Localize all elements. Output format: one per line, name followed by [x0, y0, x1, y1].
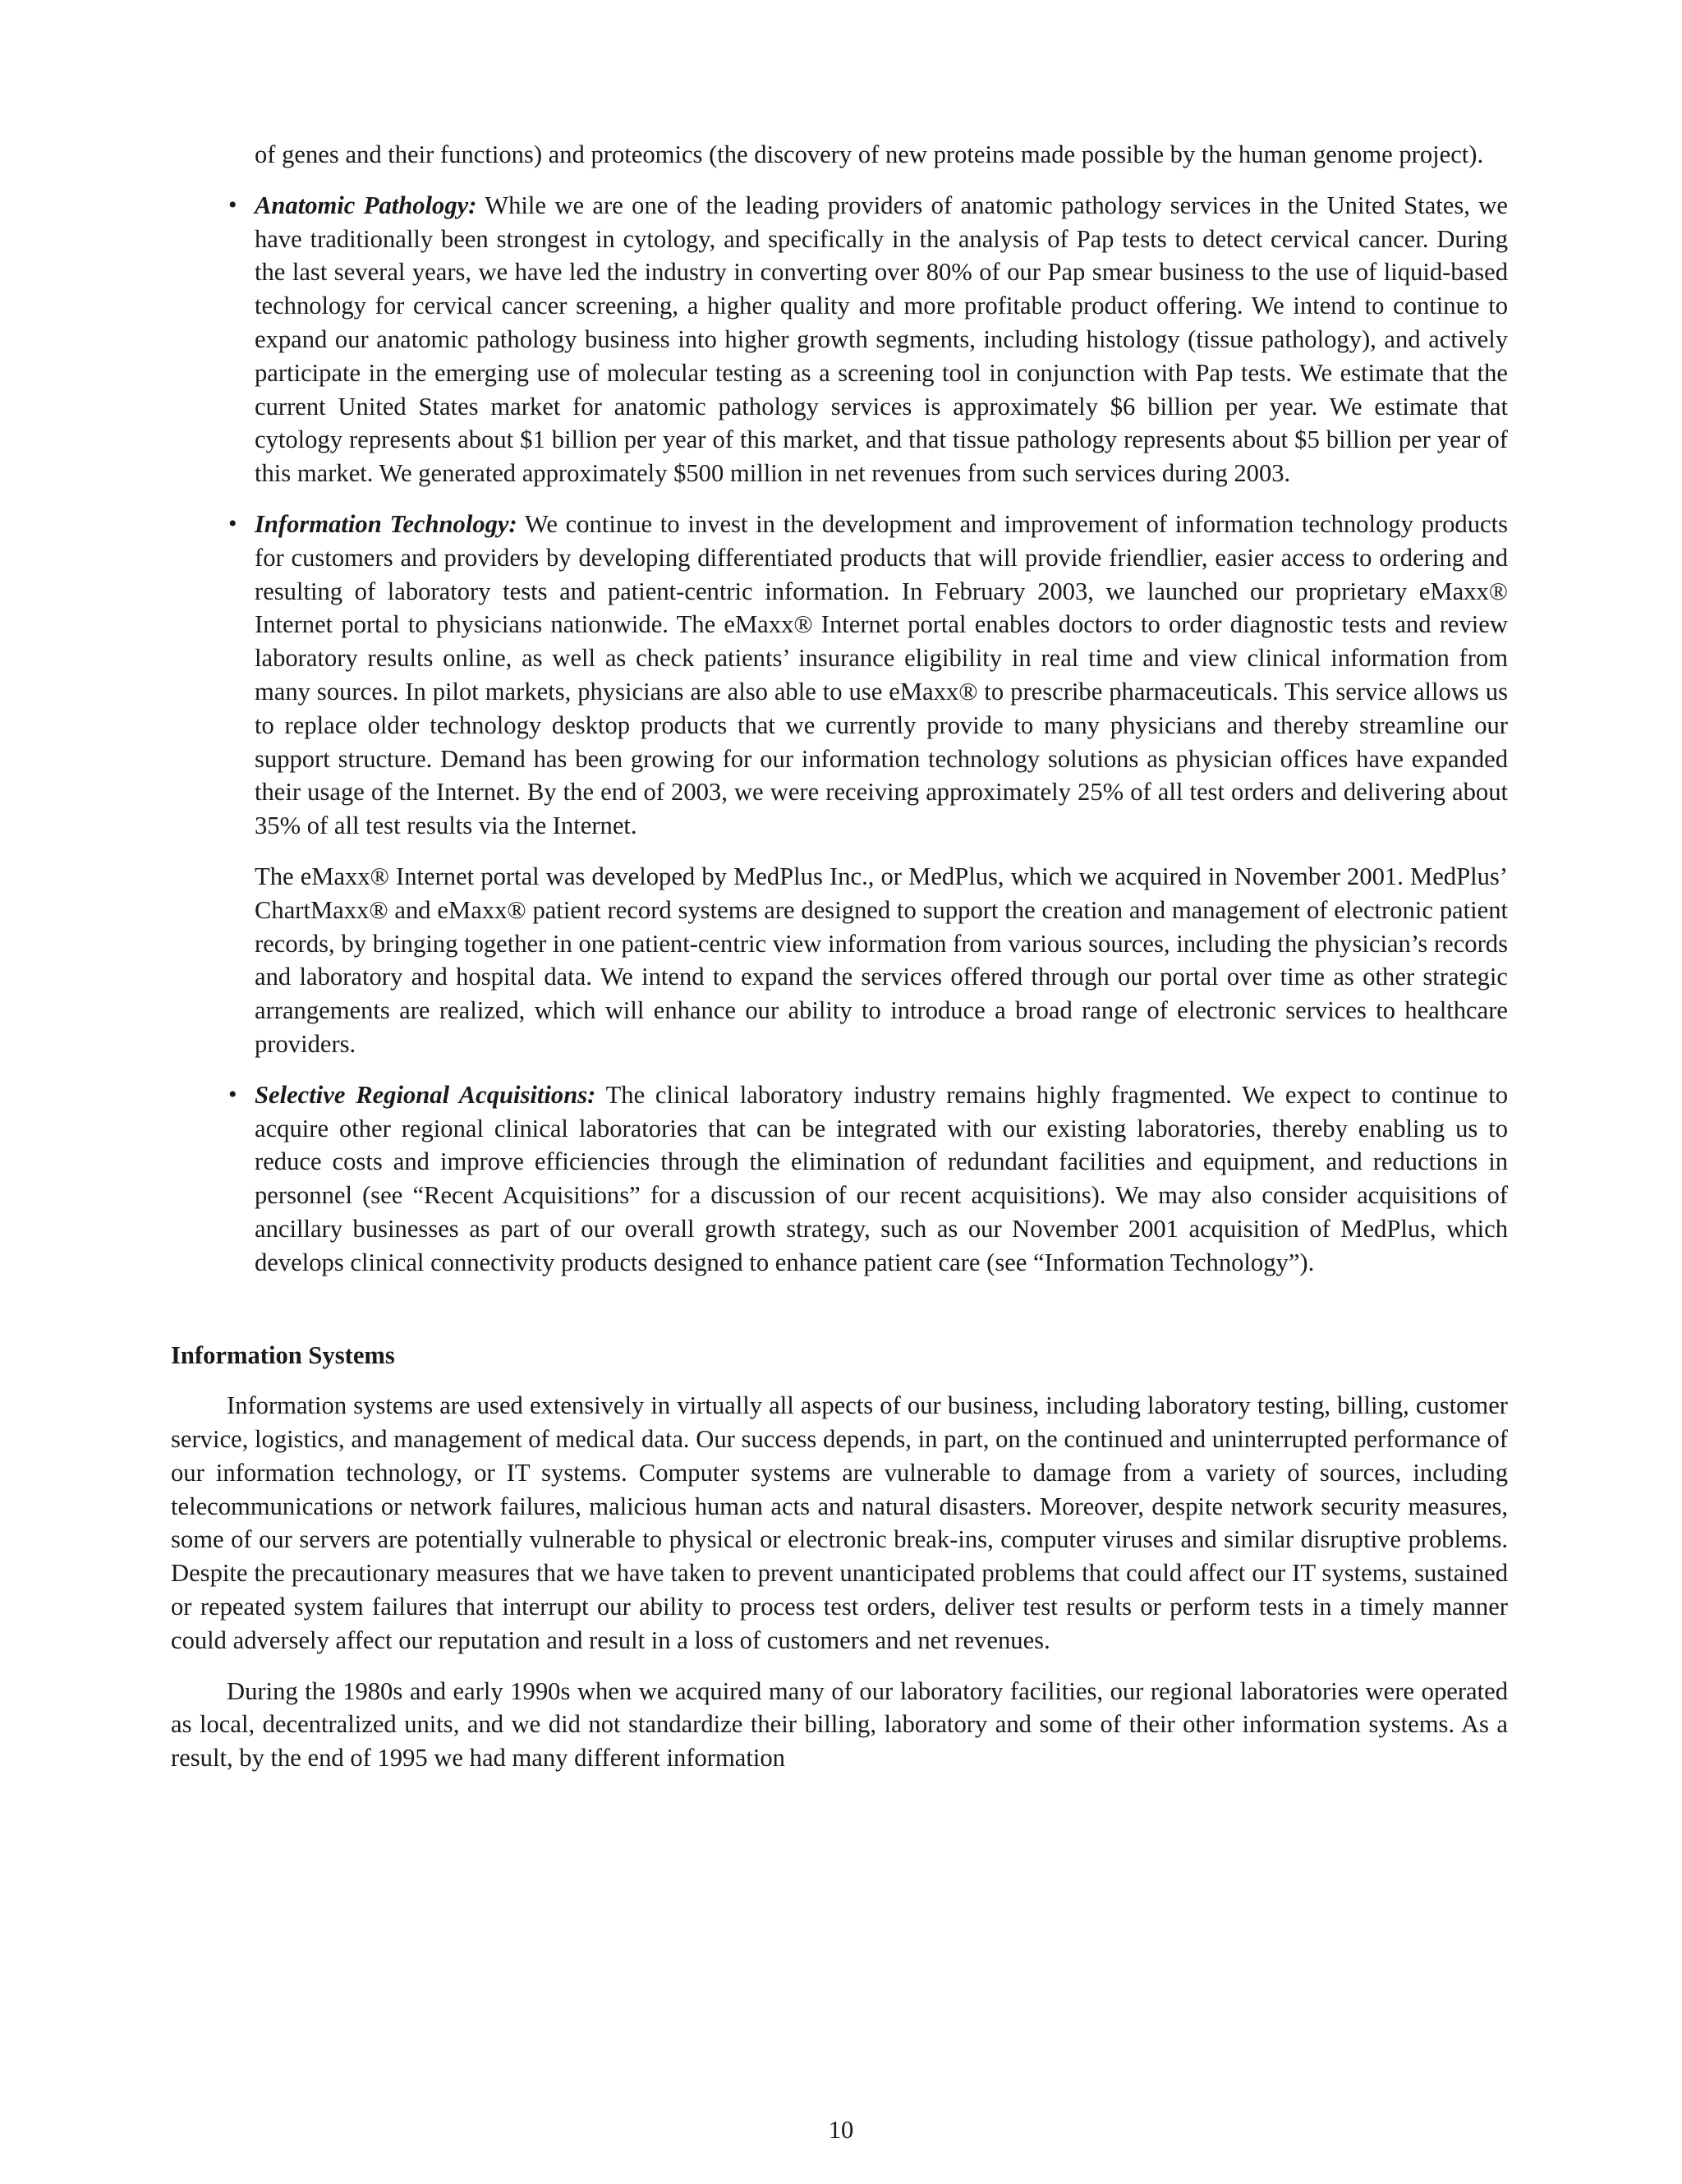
bullet-title: Information Technology:: [255, 509, 517, 538]
section-heading: Information Systems: [171, 1340, 395, 1369]
strategy-bullet-list: [171, 189, 1508, 843]
bullet-marker: •: [228, 1080, 237, 1108]
bullet-anatomic-pathology: [171, 189, 1508, 490]
bullet-text: While we are one of the leading providers of anatomic pathology services in the United States, we have traditionally been strongest in cytology, and specifically in the analysis of Pap tests to detect cervical cancer. During the last several years, we have led the industry in converting over 80% of our Pap smear business to the use of liquid-based technology for cervical cancer screening, a higher quality and more profitable product offering. We intend to continue to expand our anatomic pathology business into higher growth segments, including histology (tissue pathology), and actively participate in the emerging use of molecular testing as a screening tool in conjunction with Pap tests. We estimate that the current United States market for anatomic pathology services is approximately $6 billion per year. We estimate that cytology represents about $1 billion per year of this market, and that tissue pathology represents about $5 billion per year of this market. We generated approximately $500 million in net revenues from such services during 2003.: [255, 191, 1508, 488]
bullet-title: Anatomic Pathology:: [255, 191, 477, 219]
emaxx-paragraph: The eMaxx® Internet portal was developed by MedPlus Inc., or MedPlus, which we acquired in November 2001. MedPlus’ ChartMaxx® and eMaxx® patient record systems are designed to support the creation and management of electronic patient records, by bringing together in one patient-centric view information from various sources, including the physician’s records and laboratory and hospital data. We intend to expand the services offered through our portal over time as other strategic arrangements are realized, which will enhance our ability to introduce a broad range of electronic services to healthcare providers.: [255, 862, 1508, 1058]
bullet-information-technology: [171, 508, 1508, 843]
bullet-title: Selective Regional Acquisitions:: [255, 1080, 596, 1109]
bullet-marker: •: [228, 509, 237, 537]
document-page: [171, 138, 1508, 1792]
strategy-bullet-list-continued: [171, 1078, 1508, 1280]
page-number: 10: [828, 2116, 854, 2144]
bullet-text: We continue to invest in the development and improvement of information technology products for customers and providers by developing differentiated products that will provide friendlier, easier access to ordering and resulting of laboratory tests and patient-centric information. In February 2003, we launched our proprietary eMaxx® Internet portal to physicians nationwide. The eMaxx® Internet portal enables doctors to order diagnostic tests and review laboratory results online, as well as check patients’ insurance eligibility in real time and view clinical information from many sources. In pilot markets, physicians are also able to use eMaxx® to prescribe pharmaceuticals. This service allows us to replace older technology desktop products that we currently provide to many physicians and thereby streamline our support structure. Demand has been growing for our information technology solutions as physician offices have expanded their usage of the Internet. By the end of 2003, we were receiving approximately 25% of all test orders and delivering about 35% of all test results via the Internet.: [255, 509, 1508, 840]
body-paragraph: Information systems are used extensively in virtually all aspects of our business, including laboratory testing, billing, customer service, logistics, and management of medical data. Our success depends, in part, on the continued and uninterrupted performance of our information technology, or IT systems. Computer systems are vulnerable to damage from a variety of sources, including telecommunications or network failures, malicious human acts and natural disasters. Moreover, despite network security measures, some of our servers are potentially vulnerable to physical or electronic break-ins, computer viruses and similar disruptive problems. Despite the precautionary measures that we have taken to prevent unanticipated problems that could affect our IT systems, sustained or repeated system failures that interrupt our ability to process test orders, deliver test results or perform tests in a timely manner could adversely affect our reputation and result in a loss of customers and net revenues.: [171, 1391, 1508, 1654]
bullet-selective-regional-acquisitions: [171, 1078, 1508, 1280]
bullet-marker: •: [228, 191, 237, 218]
bullet-text: The clinical laboratory industry remains highly fragmented. We expect to continue to acquire other regional clinical laboratories that can be integrated with our existing laboratories, thereby enabling us to reduce costs and improve efficiencies through the elimination of redundant facilities and equipment, and reductions in personnel (see “Recent Acquisitions” for a discussion of our recent acquisitions). We may also consider acquisitions of ancillary businesses as part of our overall growth strategy, such as our November 2001 acquisition of MedPlus, which develops clinical connectivity products designed to enhance patient care (see “Information Technology”).: [255, 1080, 1508, 1276]
continued-paragraph: of genes and their functions) and proteomics (the discovery of new proteins made possible by the human genome project).: [255, 140, 1484, 168]
body-paragraph: During the 1980s and early 1990s when we acquired many of our laboratory facilities, our regional laboratories were operated as local, decentralized units, and we did not standardize their billing, laboratory and some of their other information systems. As a result, by the end of 1995 we had many different information: [171, 1676, 1508, 1772]
